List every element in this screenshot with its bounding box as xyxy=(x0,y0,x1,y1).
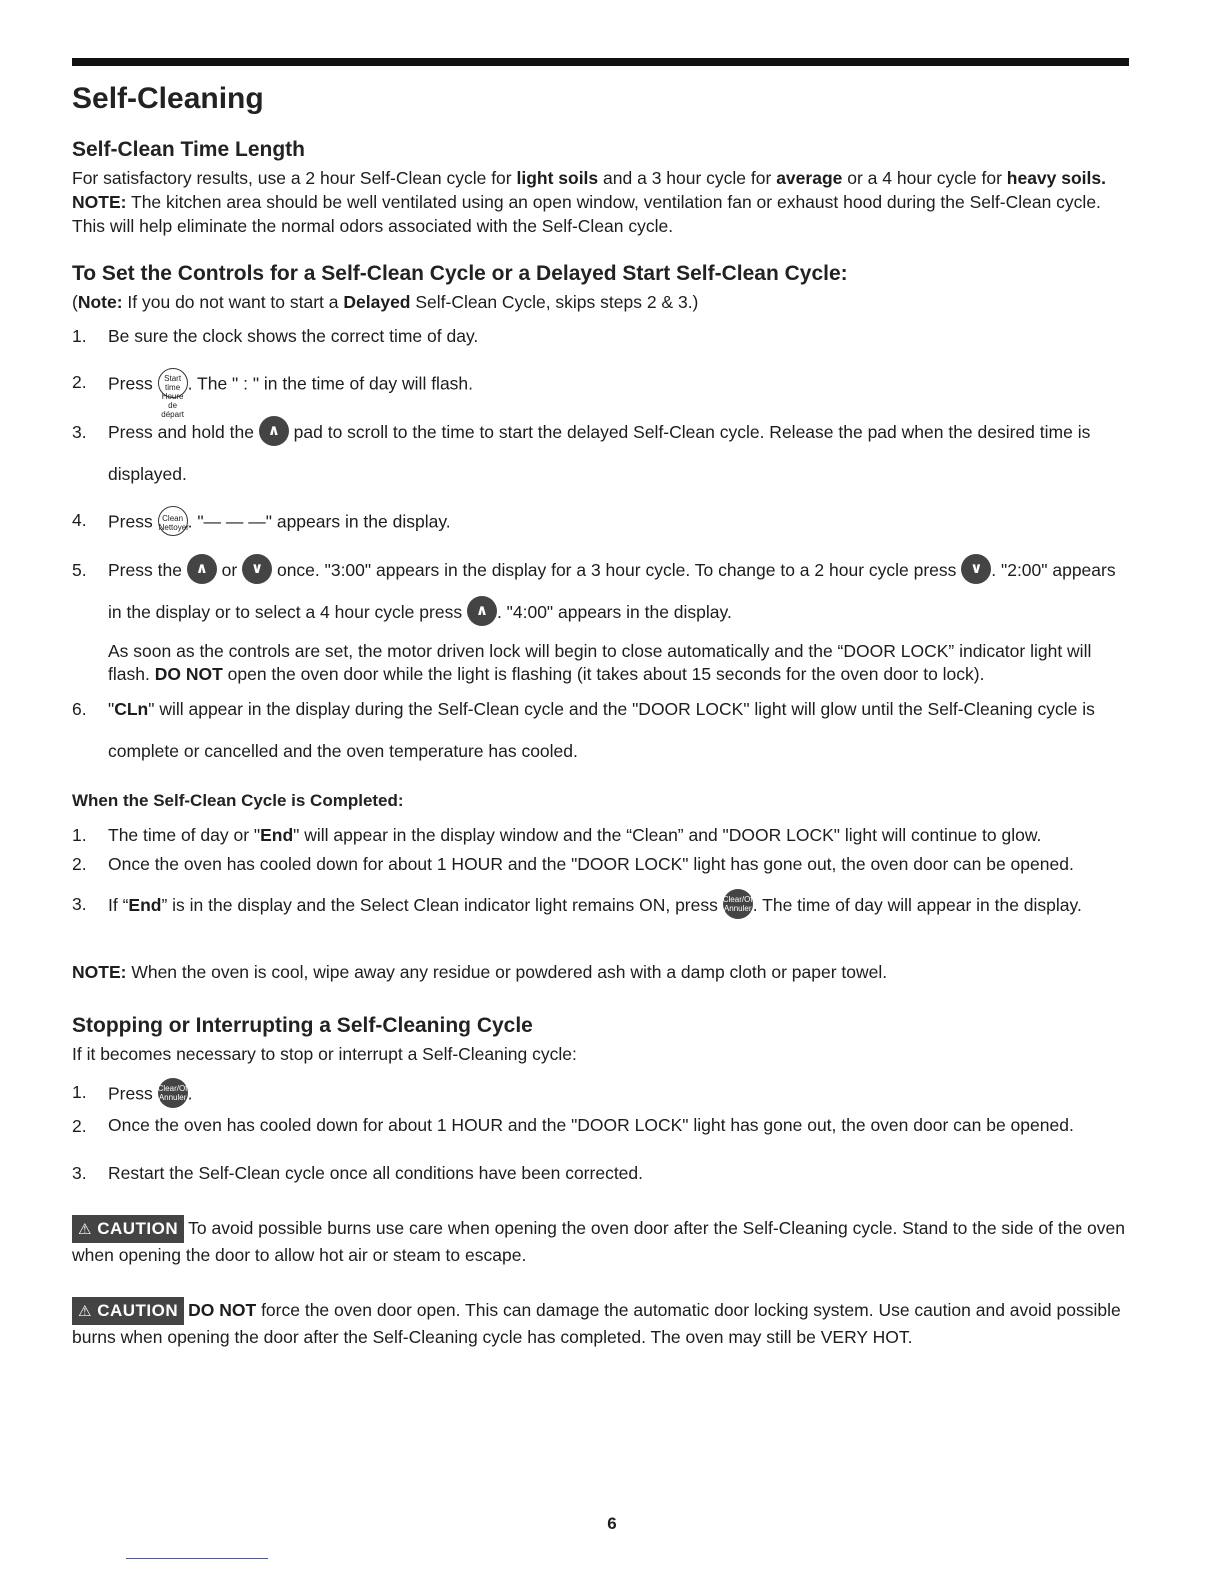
set-controls-note: (Note: If you do not want to start a Delayed Self-Clean Cycle, skips steps 2 & 3.) xyxy=(72,292,699,312)
down-arrow-button-icon: ∨ xyxy=(961,554,991,584)
page-number: 6 xyxy=(607,1514,617,1533)
step-text: If “End” is in the display and the Select Clean indicator light remains ON, press Clear/Off Annuler. The time of day will appear in the display. xyxy=(108,889,1132,921)
step-number: 3. xyxy=(72,422,87,442)
up-arrow-button-icon: ∧ xyxy=(259,416,289,446)
caution-2: ⚠ CAUTION DO NOT force the oven door open. This can damage the automatic door locking system. Use caution and avoid possible burns when opening the door after the Self-Cleaning cycle has completed. The oven may still be VERY HOT. xyxy=(72,1297,1132,1350)
step-text: Be sure the clock shows the correct time of day. xyxy=(108,326,479,346)
step-text: Restart the Self-Clean cycle once all conditions have been corrected. xyxy=(108,1163,644,1183)
step-text: Press and hold the ∧ pad to scroll to the time to start the delayed Self-Clean cycle. Release the pad when the desired time is displayed. xyxy=(108,411,1132,495)
caution-badge: ⚠ CAUTION xyxy=(72,1297,184,1325)
clear-off-button-icon: Clear/Off Annuler xyxy=(158,1078,188,1108)
step-number: 1. xyxy=(72,326,87,346)
set-controls-heading: To Set the Controls for a Self-Clean Cycle or a Delayed Start Self-Clean Cycle: xyxy=(72,262,848,285)
caution-1: ⚠ CAUTION To avoid possible burns use care when opening the oven door after the Self-Cleaning cycle. Stand to the side of the oven when opening the door to allow hot air or steam to escape. xyxy=(72,1215,1132,1268)
stopping-heading: Stopping or Interrupting a Self-Cleaning Cycle xyxy=(72,1014,533,1037)
step-number: 1. xyxy=(72,825,87,845)
step-text: Once the oven has cooled down for about 1 HOUR and the "DOOR LOCK" light has gone out, the oven door can be opened. xyxy=(108,854,1074,874)
down-arrow-button-icon: ∨ xyxy=(242,554,272,584)
step-number: 3. xyxy=(72,894,87,914)
step-number: 2. xyxy=(72,372,87,392)
step-text: Once the oven has cooled down for about 1 HOUR and the "DOOR LOCK" light has gone out, the oven door can be opened. xyxy=(108,1115,1074,1135)
warning-icon: ⚠ xyxy=(78,1221,92,1238)
clear-off-button-icon: Clear/Off Annuler xyxy=(723,889,753,919)
clean-button-icon: Clean Nettoyer xyxy=(158,506,188,536)
step-text: Press Clean Nettoyer. "— — —" appears in the display. xyxy=(108,508,1132,538)
step-text: Press Clear/Off Annuler. xyxy=(108,1080,1132,1110)
caution-badge: ⚠ CAUTION xyxy=(72,1215,184,1243)
step-number: 4. xyxy=(72,510,87,530)
up-arrow-button-icon: ∧ xyxy=(467,596,497,626)
step-text-continued: As soon as the controls are set, the motor driven lock will begin to close automatically and the “DOOR LOCK” indicator light will flash. DO NOT open the oven door while the light is flashing (it takes about 15 seconds for the oven door to lock). xyxy=(108,641,1092,684)
step-text: The time of day or "End" will appear in the display window and the “Clean” and "DOOR LOCK" light will continue to glow. xyxy=(108,825,1042,845)
page-title: Self-Cleaning xyxy=(72,82,264,115)
step-number: 1. xyxy=(72,1082,87,1102)
step-number: 3. xyxy=(72,1163,87,1183)
step-text: Press the ∧ or ∨ once. "3:00" appears in the display for a 3 hour cycle. To change to a 2 hour cycle press ∨ . "2:00" appears in the display or to select a 4 hour cycle press ∧ . "4:00" appears in the display. xyxy=(108,549,1132,633)
step-number: 6. xyxy=(72,699,87,719)
step-number: 2. xyxy=(72,1116,87,1136)
step-number: 5. xyxy=(72,560,87,580)
time-length-paragraph: For satisfactory results, use a 2 hour Self-Clean cycle for light soils and a 3 hour cycle for average or a 4 hour cycle for heavy soils. NOTE: The kitchen area should be well ventilated using an open window, ventilation fan or exhaust hood during the Self-Clean cycle. This will help eliminate the normal odors associated with the Self-Clean cycle. xyxy=(72,168,1106,236)
step-text: "CLn" will appear in the display during the Self-Clean cycle and the "DOOR LOCK" light will glow until the Self-Cleaning cycle is complete or cancelled and the oven temperature has cooled. xyxy=(108,699,1095,761)
step-number: 2. xyxy=(72,854,87,874)
step-text: Press Start time Heure de départ. The " : " in the time of day will flash. xyxy=(108,370,1132,400)
start-time-button-icon: Start time Heure de départ xyxy=(158,368,188,398)
completed-note: NOTE: When the oven is cool, wipe away any residue or powdered ash with a damp cloth or paper towel. xyxy=(72,962,888,982)
completed-heading: When the Self-Clean Cycle is Completed: xyxy=(72,791,404,810)
top-rule xyxy=(72,58,1129,66)
footer-rule xyxy=(126,1558,268,1559)
stopping-intro: If it becomes necessary to stop or interrupt a Self-Cleaning cycle: xyxy=(72,1044,577,1064)
time-length-heading: Self-Clean Time Length xyxy=(72,138,305,161)
warning-icon: ⚠ xyxy=(78,1303,92,1320)
up-arrow-button-icon: ∧ xyxy=(187,554,217,584)
